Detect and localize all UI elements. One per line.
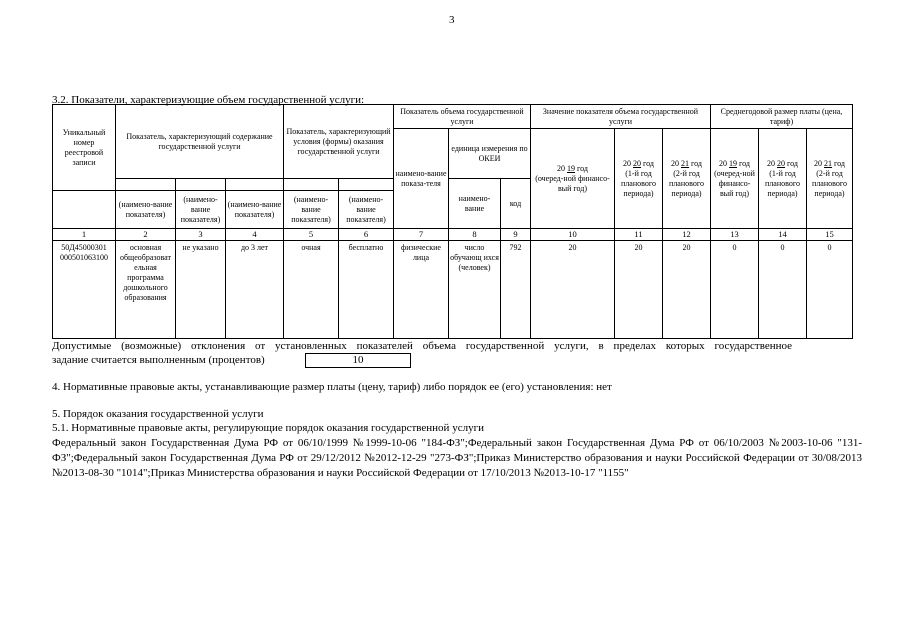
year-value: 19	[729, 158, 738, 168]
column-number: 7	[394, 229, 449, 241]
cell-age: до 3 лет	[226, 240, 284, 338]
blank-cell	[226, 179, 284, 191]
year-value: 19	[567, 163, 576, 173]
column-number: 11	[615, 229, 663, 241]
subheader-name: (наимено-вание показателя)	[284, 191, 339, 229]
header-content-indicator: Показатель, характеризующий содержание государственной услуги	[116, 105, 284, 179]
column-number: 12	[663, 229, 711, 241]
year-word: год	[834, 158, 845, 168]
year-prefix: 20	[814, 158, 823, 168]
column-number: 14	[759, 229, 807, 241]
year-prefix: 20	[623, 158, 632, 168]
period-label: (очеред-ной финансо-вый год)	[535, 173, 610, 193]
period-label: (2-й год планового периода)	[669, 168, 704, 198]
year-word: год	[643, 158, 654, 168]
tolerance-text-line2: задание считается выполненным (процентов)	[52, 354, 265, 366]
column-number: 10	[531, 229, 615, 241]
cell-fee-condition: бесплатно	[339, 240, 394, 338]
cell-indicator-name: физические лица	[394, 240, 449, 338]
header-unique-number: Уникальный номер реестровой записи	[53, 105, 116, 191]
blank-cell	[176, 179, 226, 191]
section-4-text: 4. Нормативные правовые акты, устанавливающие размер платы (цену, тариф) либо порядок ее (его) установления: нет	[52, 381, 612, 393]
cell-fee-y1: 0	[711, 240, 759, 338]
year-prefix: 20	[557, 163, 566, 173]
blank-cell	[53, 191, 116, 229]
section-title: 3.2. Показатели, характеризующие объем государственной услуги:	[52, 94, 365, 106]
header-col13-year	[711, 129, 759, 229]
year-prefix: 20	[719, 158, 728, 168]
year-prefix: 20	[767, 158, 776, 168]
period-label: (очеред-ной финансо-вый год)	[714, 168, 755, 198]
year-prefix: 20	[671, 158, 680, 168]
header-unit-name: наимено-вание	[449, 179, 501, 229]
cell-form: очная	[284, 240, 339, 338]
period-label: (1-й год планового периода)	[621, 168, 656, 198]
legal-acts-text: Федеральный закон Государственная Дума РФ от 06/10/1999 №1999-10-06 "184-ФЗ";Федеральный закон Государственная Дума РФ от 06/10/2003 №2003-10-06 "131-ФЗ";Федеральный закон Государственная Дума РФ от 29/12/2012 №2012-12-29 "273-ФЗ";Приказ Министерство образования и науки Российской Федерации от 30/08/2013 №2013-08-30 "1014";Приказ Министерства образования и науки Российской Федерации от 17/10/2013 №2013-10-17 "1155"	[52, 437, 862, 479]
cell-registry-number: 50Д45000301 000501063100	[53, 240, 116, 338]
column-number: 3	[176, 229, 226, 241]
header-volume-indicator: Показатель объема государственной услуги	[394, 105, 531, 129]
header-unit-okei: единица измерения по ОКЕИ	[449, 129, 531, 179]
page-number: 3	[449, 14, 455, 26]
subheader-name: (наимено-вание показателя)	[339, 191, 394, 229]
column-number: 15	[807, 229, 853, 241]
column-number: 4	[226, 229, 284, 241]
period-label: (2-й год планового периода)	[812, 168, 847, 198]
year-word: год	[739, 158, 750, 168]
volume-indicators-table	[52, 104, 853, 339]
section-5-title: 5. Порядок оказания государственной услуги	[52, 408, 264, 420]
blank-cell	[284, 179, 339, 191]
blank-cell	[339, 179, 394, 191]
header-col10-year	[531, 129, 615, 229]
year-value: 21	[824, 158, 833, 168]
column-numbers-row	[53, 229, 853, 241]
cell-fee-y3: 0	[807, 240, 853, 338]
column-number: 8	[449, 229, 501, 241]
year-word: год	[577, 163, 588, 173]
header-conditions-indicator: Показатель, характеризующий условия (формы) оказания государственной услуги	[284, 105, 394, 179]
column-number: 13	[711, 229, 759, 241]
cell-value-y3: 20	[663, 240, 711, 338]
cell-value-y2: 20	[615, 240, 663, 338]
header-volume-value: Значение показателя объема государственной услуги	[531, 105, 711, 129]
tolerance-value-box: 10	[305, 353, 411, 368]
period-label: (1-й год планового периода)	[765, 168, 800, 198]
header-col14-year	[759, 129, 807, 229]
cell-fee-y2: 0	[759, 240, 807, 338]
subheader-name: (наимено-вание показателя)	[176, 191, 226, 229]
subheader-name: (наимено-вание показателя)	[226, 191, 284, 229]
year-value: 20	[633, 158, 642, 168]
header-col12-year	[663, 129, 711, 229]
column-number: 2	[116, 229, 176, 241]
column-number: 5	[284, 229, 339, 241]
year-word: год	[691, 158, 702, 168]
column-number: 6	[339, 229, 394, 241]
column-number: 9	[501, 229, 531, 241]
header-indicator-name: наимено-вание показа-теля	[394, 129, 449, 229]
cell-value-y1: 20	[531, 240, 615, 338]
blank-cell	[116, 179, 176, 191]
header-average-fee: Среднегодовой размер платы (цена, тариф)	[711, 105, 853, 129]
year-value: 21	[681, 158, 690, 168]
subheader-name: (наимено-вание показателя)	[116, 191, 176, 229]
column-number: 1	[53, 229, 116, 241]
cell-content-2: не указано	[176, 240, 226, 338]
cell-unit-name: число обучающ ихся (человек)	[449, 240, 501, 338]
year-word: год	[787, 158, 798, 168]
header-unit-code: код	[501, 179, 531, 229]
section-5-1-title: 5.1. Нормативные правовые акты, регулирующие порядок оказания государственной услуги	[52, 422, 484, 434]
tolerance-text-line1: Допустимые (возможные) отклонения от установленных показателей объема государственной услуги, в пределах которых государственное	[52, 340, 792, 352]
year-value: 20	[777, 158, 786, 168]
table-row	[53, 240, 853, 338]
cell-program: основная общеобразоват ельная программа дошкольного образования	[116, 240, 176, 338]
header-col11-year	[615, 129, 663, 229]
header-col15-year	[807, 129, 853, 229]
cell-unit-code: 792	[501, 240, 531, 338]
